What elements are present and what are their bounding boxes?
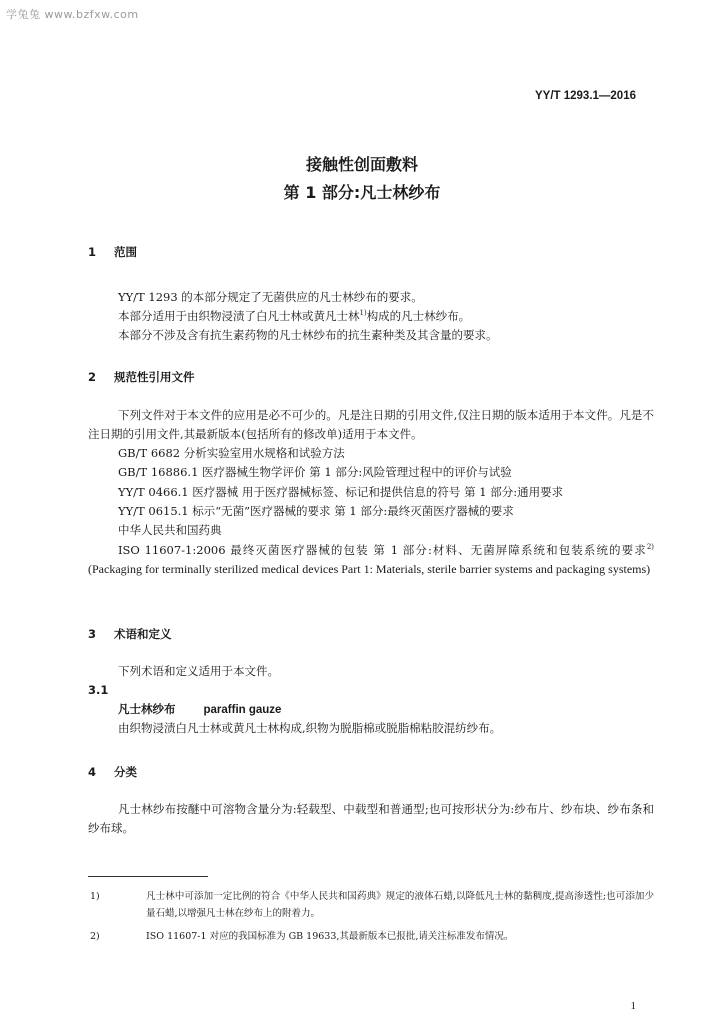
section-title: 术语和定义	[114, 627, 172, 641]
text: (Packaging for terminally sterilized medical devices Part 1: Materials, sterile barrier systems and packaging systems)	[88, 562, 651, 576]
section-title: 规范性引用文件	[114, 370, 195, 384]
section-2-heading	[88, 369, 195, 385]
reference-item: YY/T 0466.1 医疗器械 用于医疗器械标签、标记和提供信息的符号 第 1 部分:通用要求	[118, 485, 564, 499]
reference-item: YY/T 0615.1 标示“无菌”医疗器械的要求 第 1 部分:最终灭菌医疗器械的要求	[118, 504, 514, 518]
section-number: 1	[88, 245, 97, 259]
document-subtitle: 第 1 部分:凡士林纱布	[283, 183, 441, 202]
section-title: 范围	[114, 245, 137, 259]
document-number: YY/T 1293.1—2016	[534, 90, 636, 102]
footnote-divider	[88, 876, 208, 877]
subsection-number: 3.1	[88, 683, 109, 697]
footnote-number: 2)	[90, 931, 100, 942]
paragraph: 凡士林纱布按醚中可溶物含量分为:轻载型、中载型和普通型;也可按形状分为:纱布片、纱布块、纱布条和纱布球。	[88, 802, 654, 835]
section-title: 分类	[114, 765, 137, 779]
footnote	[90, 928, 654, 945]
term-chinese: 凡士林纱布	[118, 702, 176, 716]
footnote-number: 1)	[90, 891, 100, 902]
reference-item: 中华人民共和国药典	[118, 523, 222, 537]
section-number: 4	[88, 765, 97, 779]
footnote-ref: 1)	[359, 309, 367, 318]
reference-item: GB/T 6682 分析实验室用水规格和试验方法	[118, 446, 345, 460]
reference-item-iso	[88, 541, 654, 579]
paragraph: YY/T 1293 的本部分规定了无菌供应的凡士林纱布的要求。	[118, 290, 423, 304]
text: 构成的凡士林纱布。	[366, 309, 471, 323]
paragraph: 本部分不涉及含有抗生素药物的凡士林纱布的抗生素种类及其含量的要求。	[118, 328, 498, 342]
footnote-ref: 2)	[646, 543, 654, 552]
section-number: 2	[88, 370, 97, 384]
section-3-heading	[88, 626, 172, 642]
text: 本部分适用于由织物浸渍了白凡士林或黄凡士林	[118, 309, 360, 323]
footnote-text: 凡士林中可添加一定比例的符合《中华人民共和国药典》规定的液体石蜡,以降低凡士林的黏稠度,提高渗透性;也可添加少量石蜡,以增强凡士林在纱布上的附着力。	[146, 891, 654, 919]
term-english: paraffin gauze	[203, 704, 282, 716]
document-title: 接触性创面敷料	[305, 155, 418, 174]
term-entry	[118, 700, 281, 720]
footnote	[90, 888, 654, 922]
footnote-text: ISO 11607-1 对应的我国标准为 GB 19633,其最新版本已报批,请关注标准发布情况。	[146, 931, 514, 942]
term-definition: 由织物浸渍白凡士林或黄凡士林构成,织物为脱脂棉或脱脂棉粘胶混纺纱布。	[118, 721, 502, 735]
section-number: 3	[88, 627, 97, 641]
paragraph: 下列文件对于本文件的应用是必不可少的。凡是注日期的引用文件,仅注日期的版本适用于本文件。凡是不注日期的引用文件,其最新版本(包括所有的修改单)适用于本文件。	[88, 408, 654, 441]
section-4-heading	[88, 764, 137, 780]
paragraph: 下列术语和定义适用于本文件。	[118, 664, 279, 678]
watermark: 学兔兔 www.bzfxw.com	[6, 8, 139, 21]
page-number: 1	[630, 1000, 636, 1012]
section-1-heading	[88, 244, 137, 260]
reference-item: GB/T 16886.1 医疗器械生物学评价 第 1 部分:风险管理过程中的评价与试验	[118, 465, 512, 479]
text: ISO 11607-1:2006 最终灭菌医疗器械的包装 第 1 部分:材料、无菌屏障系统和包装系统的要求	[118, 543, 647, 557]
paragraph	[118, 307, 470, 326]
